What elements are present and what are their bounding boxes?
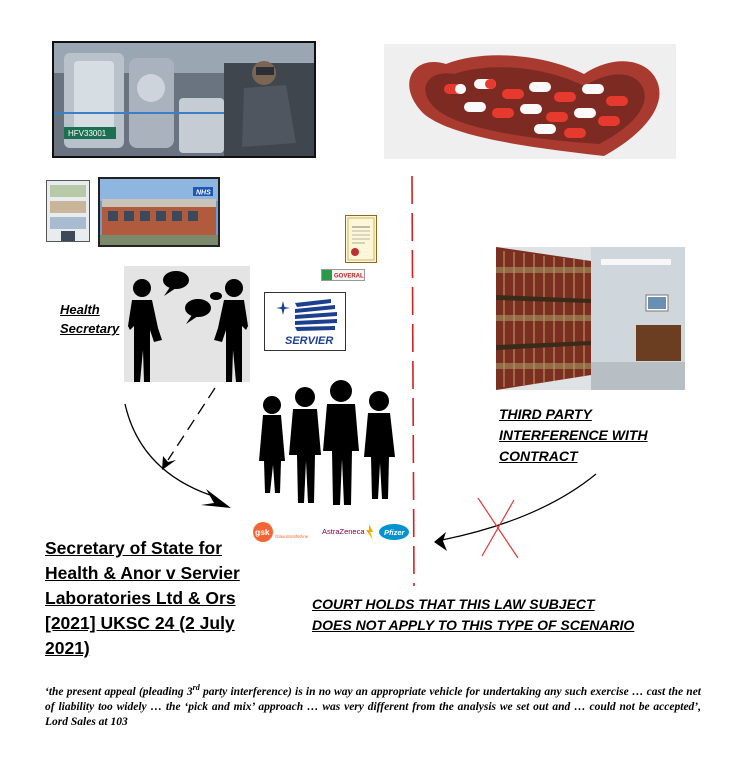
quote-superscript: rd xyxy=(192,683,200,693)
gsk-logo: gsk xyxy=(255,527,270,537)
nhs-sign: NHS xyxy=(196,189,211,197)
court-holds-statement xyxy=(312,594,634,636)
health-secretary-line2: Secretary xyxy=(60,321,120,336)
third-party-arrow-head xyxy=(434,532,447,551)
dashed-arrow xyxy=(168,388,215,460)
case-title-line4: [2021] UKSC 24 (2 July xyxy=(45,613,235,633)
case-title-line2: Health & Anor v Servier xyxy=(45,563,240,583)
gsk-full-name: GlaxoSmithKline xyxy=(275,534,309,539)
third-party-line1: THIRD PARTY xyxy=(499,406,592,422)
solid-arrow-health-secretary xyxy=(125,404,210,495)
lord-sales-quote xyxy=(45,685,701,730)
third-party-line2: INTERFERENCE WITH xyxy=(499,427,648,443)
court-holds-line2: DOES NOT APPLY TO THIS TYPE OF SCENARIO xyxy=(312,617,635,633)
medicine-box-label: GOVERAL xyxy=(334,273,364,280)
case-title-line5: 2021) xyxy=(45,638,90,658)
servier-logo-text: SERVIER xyxy=(285,335,334,347)
quote-part2: party interference) is in no way an appropriate vehicle for undertaking any such exercise … cast the net of liability too widely … the ‘pick and mix’ approach … was very different from the analysis we set out and … could not be accepted’, Lord Sales at 103 xyxy=(45,686,702,728)
case-title-line3: Laboratories Ltd & Ors xyxy=(45,588,236,608)
equipment-tag: HFV33001 xyxy=(68,129,107,138)
solid-arrow-head xyxy=(201,489,231,508)
astrazeneca-logo: AstraZeneca xyxy=(322,527,365,536)
red-cross-stroke-2 xyxy=(482,500,514,556)
health-secretary-line1: Health xyxy=(60,302,100,317)
case-title xyxy=(45,536,275,661)
third-party-line3: CONTRACT xyxy=(499,448,578,464)
pfizer-logo: Pfizer xyxy=(384,528,405,537)
third-party-arrow xyxy=(442,474,596,540)
court-holds-line1: COURT HOLDS THAT THIS LAW SUBJECT xyxy=(312,596,595,612)
quote-part1: ‘the present appeal (pleading 3 xyxy=(45,686,193,698)
case-title-line1: Secretary of State for xyxy=(45,538,223,558)
